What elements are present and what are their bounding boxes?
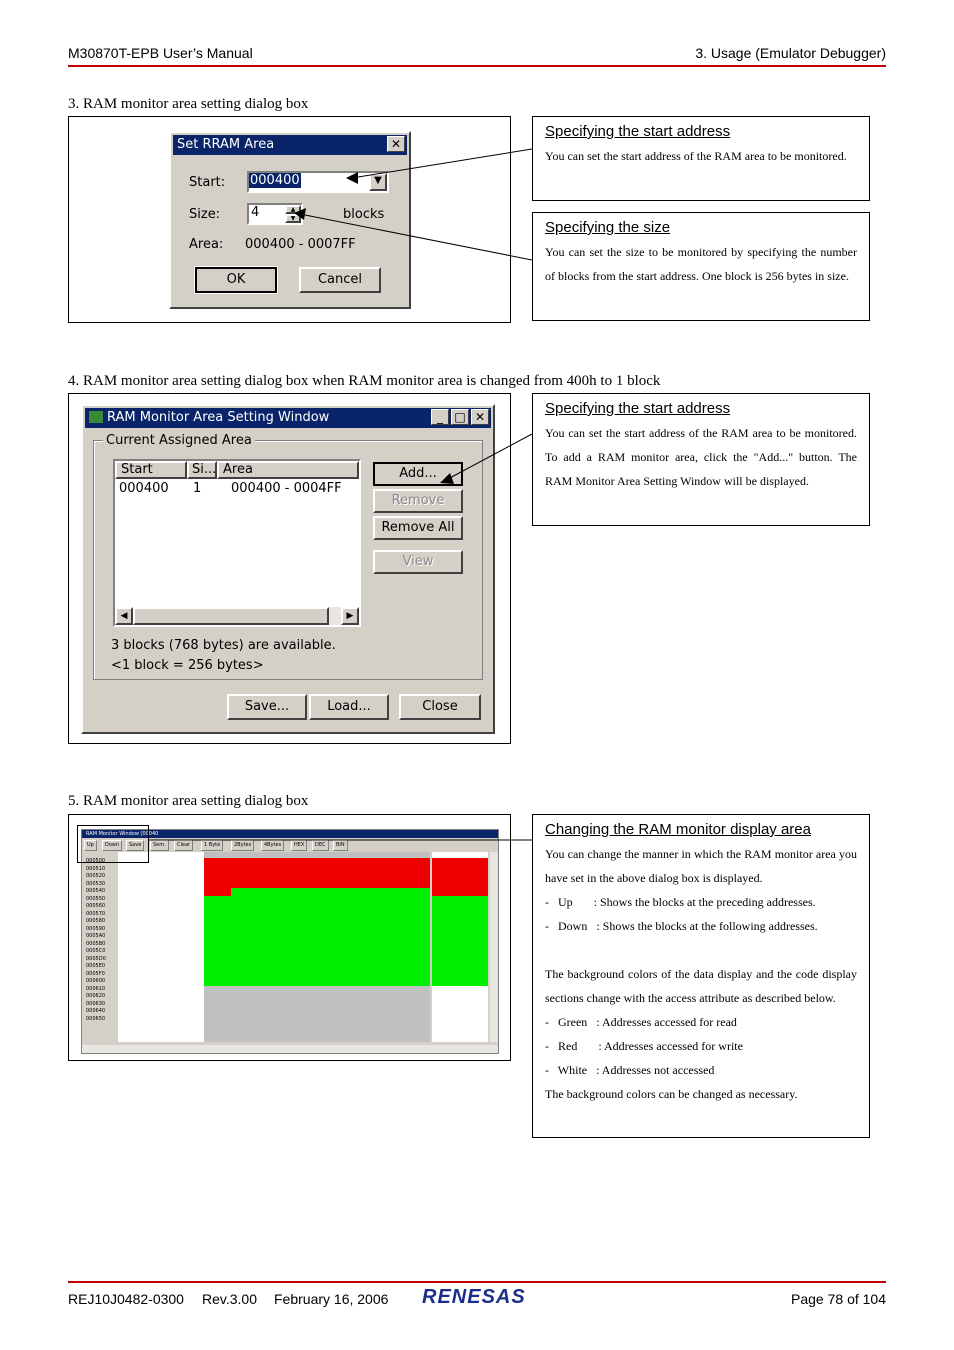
close-button[interactable]: Close (399, 694, 481, 720)
add-button[interactable]: Add... (373, 462, 463, 486)
address-cell: 000550 (86, 895, 106, 902)
address-cell: 000640 (86, 1008, 106, 1014)
spin-up-icon[interactable]: ▲ (285, 205, 301, 214)
callout-line-1 (352, 149, 532, 178)
note3-body: You can set the start address of the RAM area to be monitored. To add a RAM monitor area, click the "Add..." button. The RAM Monitor Area Setting Window will be displayed. (545, 426, 857, 488)
monitor-toolbar-button[interactable]: DEC (312, 840, 329, 851)
scroll-left-icon[interactable]: ◀ (115, 607, 133, 625)
monitor-title: RAM Monitor Window [00040 (86, 831, 159, 837)
note4-title: Changing the RAM monitor display area (545, 821, 811, 838)
section-5-caption: 5. RAM monitor area setting dialog box (68, 793, 309, 809)
remove-all-button[interactable]: Remove All (373, 516, 463, 540)
callout-line-3 (446, 434, 532, 480)
monitor-toolbar-button[interactable]: Clear (174, 840, 193, 851)
address-cell: 000630 (86, 1000, 106, 1007)
scroll-right-icon[interactable]: ▶ (341, 607, 359, 625)
size-value: 4 (251, 205, 260, 220)
address-cell: 000610 (86, 985, 106, 992)
note1-title: Specifying the start address (545, 123, 731, 140)
address-cell: 000620 (86, 993, 106, 999)
remove-button[interactable]: Remove (373, 489, 463, 513)
arrow-head-3 (440, 473, 454, 484)
address-cell: 000560 (86, 903, 106, 909)
dialog2-title: RAM Monitor Area Setting Window (107, 410, 330, 425)
note4-end: The background colors can be changed as necessary. (545, 1087, 798, 1101)
address-cell: 000500 (86, 858, 106, 864)
footer-rule (68, 1281, 886, 1283)
note1-body: You can set the start address of the RAM area to be monitored. (545, 149, 847, 163)
row-area: 000400 - 0004FF (231, 481, 342, 496)
footer-page: Page 78 of 104 (791, 1291, 886, 1307)
blocks-label: blocks (343, 207, 385, 222)
note2-body: You can set the size to be monitored by specifying the number of blocks from the start address. One block is 256 bytes in size. (545, 245, 857, 283)
save-button[interactable]: Save... (227, 694, 307, 720)
arrow-head-2 (294, 208, 306, 220)
start-value: 000400 (250, 173, 300, 188)
arrow-head-1 (346, 172, 358, 184)
monitor-toolbar-button[interactable]: BIN (333, 840, 348, 851)
address-cell: 000580 (86, 918, 106, 924)
column-start[interactable]: Start (115, 461, 187, 479)
note3-title: Specifying the start address (545, 400, 731, 417)
monitor-toolbar-button[interactable]: 2Bytes (231, 840, 254, 851)
block-size-info: <1 block = 256 bytes> (111, 658, 264, 673)
cancel-button[interactable]: Cancel (299, 267, 381, 293)
callout-line-2 (300, 214, 532, 260)
start-label: Start: (189, 175, 226, 190)
address-cell: 000530 (86, 880, 106, 887)
ok-button[interactable]: OK (195, 267, 277, 293)
monitor-toolbar-button[interactable]: Up (84, 840, 97, 851)
chevron-down-icon[interactable]: ▼ (369, 173, 387, 191)
address-cell: 0005D0 (86, 955, 106, 962)
monitor-toolbar-button[interactable]: 1 Byte (201, 840, 223, 851)
monitor-toolbar-button[interactable]: 4Bytes (261, 840, 284, 851)
note4-up: - Up : Shows the blocks at the preceding addresses. (545, 895, 816, 909)
monitor-toolbar-button[interactable]: Sem. (150, 840, 169, 851)
monitor-toolbar-button[interactable]: HEX (291, 840, 307, 851)
section-3-caption: 3. RAM monitor area setting dialog box (68, 96, 309, 112)
address-cell: 000570 (86, 910, 106, 917)
section-4-caption: 4. RAM monitor area setting dialog box when RAM monitor area is changed from 400h to 1 block (68, 373, 661, 389)
address-cell: 000540 (86, 888, 106, 894)
monitor-toolbar-button[interactable]: Down (102, 840, 122, 851)
renesas-logo: RENESAS (422, 1286, 526, 1308)
note2-title: Specifying the size (545, 219, 671, 236)
address-cell: 0005B0 (86, 940, 106, 947)
note4-green: - Green : Addresses accessed for read (545, 1015, 737, 1029)
note4-white: - White : Addresses not accessed (545, 1063, 715, 1077)
monitor-toolbar-button[interactable]: Save (126, 840, 144, 851)
address-cell: 000600 (86, 978, 106, 984)
address-cell: 000510 (86, 865, 106, 872)
address-cell: 0005A0 (86, 933, 106, 939)
footer-date: February 16, 2006 (274, 1291, 389, 1307)
address-cell: 0005F0 (86, 970, 105, 977)
column-area[interactable]: Area (217, 461, 359, 479)
close-icon[interactable]: ✕ (471, 409, 489, 425)
address-cell: 000650 (86, 1015, 106, 1022)
area-value: 000400 - 0007FF (245, 237, 356, 252)
row-start: 000400 (119, 481, 169, 496)
footer-doc: REJ10J0482-0300 (68, 1291, 184, 1307)
available-info: 3 blocks (768 bytes) are available. (111, 638, 336, 653)
load-button[interactable]: Load... (309, 694, 389, 720)
address-cell: 0005C0 (86, 948, 106, 954)
note4-red: - Red : Addresses accessed for write (545, 1039, 743, 1053)
header-right: 3. Usage (Emulator Debugger) (695, 45, 886, 61)
footer-rev: Rev.3.00 (202, 1291, 257, 1307)
close-icon[interactable]: ✕ (387, 136, 405, 152)
address-cell: 000590 (86, 925, 106, 932)
address-cell: 0005E0 (86, 963, 106, 969)
area-label: Area: (189, 237, 224, 252)
column-size[interactable]: Si... (187, 461, 217, 479)
spin-down-icon[interactable]: ▼ (285, 214, 301, 223)
header-left: M30870T-EPB User’s Manual (68, 45, 253, 61)
row-size: 1 (193, 481, 202, 496)
minimize-icon[interactable]: _ (431, 409, 449, 425)
note4-intro: You can change the manner in which the RAM monitor area you have set in the above dialog box is displayed. (545, 847, 857, 885)
maximize-icon[interactable]: □ (451, 409, 469, 425)
note4-down: - Down : Shows the blocks at the following addresses. (545, 919, 818, 933)
note4-bg: The background colors of the data display and the code display sections change with the access attribute as described below. (545, 967, 857, 1005)
view-button[interactable]: View (373, 550, 463, 574)
address-cell: 000520 (86, 873, 106, 879)
dialog1-title: Set RRAM Area (177, 137, 275, 152)
group-label: Current Assigned Area (103, 433, 255, 448)
size-label: Size: (189, 207, 221, 222)
